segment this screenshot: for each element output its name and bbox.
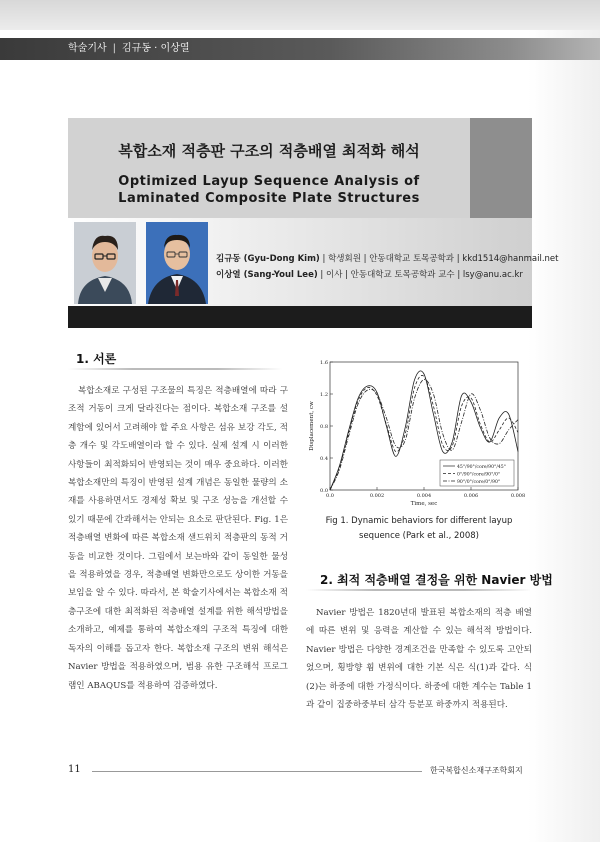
- author-photo-lee: [146, 222, 208, 304]
- section2-paragraph: Navier 방법은 1820년대 발표된 복합소재의 적층 배열에 따른 변위 및 응력을 계산할 수 있는 해석적 방법이다. Navier 방법은 다양한 경계조건을 만족할 수 있도록 고안되었으며, 횡방향 휨 변위에 대한 기본 식은 식(1)과 같다. 식(2)는 하중에 대한 가정식이다. 하중에 대한 계수는 Table 1과 같이 집중하중부터 삼각 등분포 하중까지 적용된다.: [306, 608, 532, 711]
- author-line-2: [216, 268, 523, 280]
- section2-body: [306, 604, 532, 714]
- title-english: [68, 173, 470, 207]
- title-panel-accent: [470, 118, 532, 218]
- page-number: 11: [68, 764, 81, 775]
- title-english-line1: Optimized Layup Sequence Analysis of: [118, 174, 420, 189]
- section2-rule: [306, 589, 532, 591]
- section1-rule: [68, 368, 282, 370]
- author-name-2: 이상열 (Sang-Youl Lee): [216, 270, 318, 280]
- author-photo-kim: [74, 222, 136, 304]
- x-tick-label: 0.004: [416, 493, 432, 499]
- x-tick-label: 0.006: [463, 493, 479, 499]
- author-info-2: | 이사 | 안동대학교 토목공학과 교수 | lsy@anu.ac.kr: [317, 270, 523, 280]
- legend-label-1: 45°/90°/core/90°/45°: [457, 464, 507, 470]
- header-separator: |: [112, 43, 117, 54]
- figure-caption-line2: sequence (Park et al., 2008): [359, 531, 479, 541]
- y-tick-label: 0.0: [320, 487, 328, 494]
- legend-label-2: 0°/90°/core/90°/0°: [457, 472, 501, 478]
- section2-heading: 2. 최적 적층배열 결정을 위한 Navier 방법: [320, 573, 553, 587]
- x-tick-label: 0.002: [369, 493, 385, 499]
- running-header: [68, 42, 190, 56]
- y-tick-label: 1.2: [320, 391, 328, 398]
- journal-name: 한국복합신소재구조학회지: [430, 766, 523, 775]
- y-tick-label: 0.4: [320, 455, 328, 462]
- title-english-line2: Laminated Composite Plate Structures: [118, 191, 420, 206]
- author-info-1: | 학생회원 | 안동대학교 토목공학과 | kkd1514@hanmail.net: [319, 254, 559, 264]
- header-authors: 김규동 · 이상열: [122, 43, 190, 54]
- section1-paragraph: 복합소재로 구성된 구조물의 특징은 적층배열에 따라 구조적 거동이 크게 달라진다는 점이다. 복합소재 구조를 설계함에 있어서 고려해야 할 주요 사항은 섬유 보강 각도, 적층 개수 및 각도배열이라 할 수 있다. 실제 설계 시 이러한 사항들이 최적화되어 반영되는 것이 매우 중요하다. 이러한 복합소재만의 특징이 반영된 설계 개념은 동일한 물량의 소재를 사용하면서도 경제성 확보 및 구조 성능을 개선할 수 있기 때문에 간과해서는 안되는 요소로 판단된다. Fig. 1은 적층배열 변화에 따른 복합소재 샌드위치 적층판의 동적 거동을 비교한 것이다. 그림에서 보는바와 같이 동일한 물성을 적용하였을 경우, 적층배열 변화만으로도 상이한 거동을 보임을 알 수 있다. 따라서, 본 학술기사에서는 복합소재 적층구조에 대한 최적화된 적층배열 설계를 위한 해석방법을 소개하고, 예제를 통하여 복합소재의 구조적 특징에 대한 독자의 이해를 돕고자 한다. 복합소재 구조의 변위 해석은 Navier 방법을 적용하였으며, 범용 유한 구조해석 프로그램인 ABAQUS를 적용하여 검증하였다.: [68, 386, 288, 691]
- top-strip: [0, 0, 600, 30]
- figure-caption-line1: Fig 1. Dynamic behaviors for different layup: [325, 516, 513, 526]
- displacement-chart: [306, 356, 532, 506]
- y-tick-label: 1.6: [320, 359, 328, 366]
- author-panel-bottom-bar: [68, 306, 532, 328]
- section1-heading: 1. 서론: [76, 352, 117, 366]
- title-korean: 복합소재 적층판 구조의 적층배열 최적화 해석: [118, 142, 420, 160]
- section1-body: [68, 382, 288, 695]
- author-name-1: 김규동 (Gyu-Dong Kim): [216, 254, 320, 264]
- x-axis-label: Time, sec: [410, 501, 438, 506]
- header-category: 학술기사: [68, 43, 107, 54]
- y-tick-label: 0.8: [320, 423, 328, 430]
- x-tick-label: 0.008: [510, 493, 526, 499]
- author-line-1: [216, 252, 559, 264]
- footer-rule: [92, 771, 422, 772]
- y-axis-label: Displacement, cw: [309, 401, 315, 451]
- x-tick-label: 0.0: [326, 493, 334, 499]
- figure-1: [306, 356, 532, 506]
- figure-1-caption: [306, 514, 532, 544]
- legend-label-3: 90°/0°/core/0°/90°: [457, 479, 501, 485]
